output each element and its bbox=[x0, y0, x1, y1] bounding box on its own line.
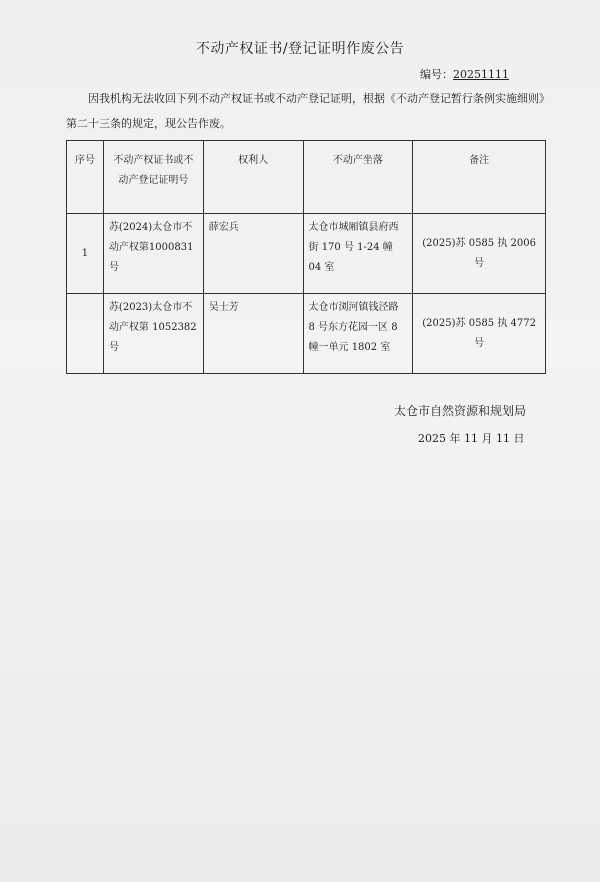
table-row bbox=[67, 294, 546, 374]
doc-number-value: 20251111 bbox=[453, 68, 509, 81]
issuing-organization: 太仓市自然资源和规划局 bbox=[394, 404, 527, 418]
notice-title: 不动产权证书/登记证明作废公告 bbox=[195, 41, 405, 57]
cell-owner: 薛宏兵 bbox=[203, 214, 303, 294]
doc-number-label: 编号： bbox=[420, 68, 453, 81]
header-owner: 权利人 bbox=[203, 141, 303, 214]
cell-note: (2025)苏 0585 执 4772 号 bbox=[413, 294, 546, 374]
issue-date: 2025 年 11 月 11 日 bbox=[418, 432, 525, 445]
cell-cert-number: 苏(2024)太仓市不动产权第1000831号 bbox=[103, 214, 203, 294]
cell-note: (2025)苏 0585 执 2006 号 bbox=[413, 214, 546, 294]
header-cert-number: 不动产权证书或不动产登记证明号 bbox=[103, 141, 203, 214]
notice-paragraph: 因我机构无法收回下列不动产权证书或不动产登记证明，根据《不动产登记暂行条例实施细则》第二十三条的规定，现公告作废。 bbox=[66, 92, 545, 130]
header-location: 不动产坐落 bbox=[303, 141, 413, 214]
table-row bbox=[67, 214, 546, 294]
table-header-row bbox=[67, 141, 546, 214]
header-note: 备注 bbox=[413, 141, 546, 214]
cell-index: 1 bbox=[67, 214, 104, 294]
cell-index bbox=[67, 294, 104, 374]
cell-location: 太仓市城厢镇县府西街 170 号 1-24 幢 04 室 bbox=[303, 214, 413, 294]
doc-number bbox=[420, 66, 509, 82]
header-index: 序号 bbox=[67, 141, 104, 214]
cell-location: 太仓市浏河镇钱泾路 8 号东方花园一区 8 幢一单元 1802 室 bbox=[303, 294, 413, 374]
cell-cert-number: 苏(2023)太仓市不动产权第 1052382 号 bbox=[103, 294, 203, 374]
notice-table bbox=[66, 140, 546, 374]
cell-owner: 吴士芳 bbox=[203, 294, 303, 374]
